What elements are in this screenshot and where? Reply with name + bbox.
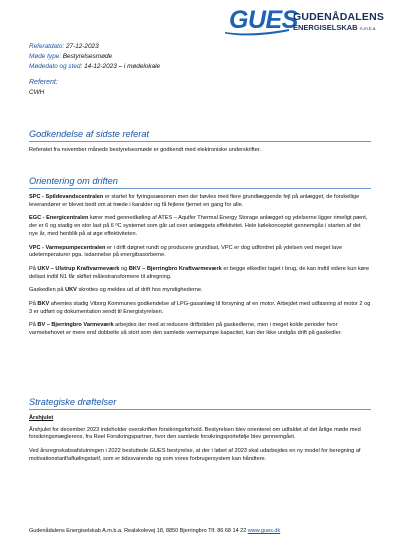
referent-label: Referent: [29,79,58,86]
meta-modedato [29,62,369,72]
section-operations [29,175,371,344]
paragraph-bkv-pre: På [29,301,38,308]
paragraph-bv-text: arbejdes der med at reducere driftstiden på gaskedlerne, men i meget kolde perioder hvor varmebehovet er mere end dobbelte så stort som den samlede varmepumpe kapacitet, kan der ikke undgås drift på gaskedler. [29,322,342,337]
page-footer [29,528,371,534]
meeting-meta [29,42,369,98]
meta-referatdato-key: Referatdato: [29,43,65,50]
footer-website-link[interactable]: www.gues.dk [247,528,281,534]
paragraph-spc-bold: SPC - Spildevandscentralen [29,194,104,200]
meta-modetype-value: Bestyrelsesmøde [62,53,113,60]
section-operations-title: Orientering om driften [29,176,118,186]
paragraph-bv-bold: BV – Bjerringbro Varmeværk [37,322,114,329]
paragraph-motivationstarif: Ved årsregnskabsafslutningen i 2022 besluttede GUES bestyrelse, at der i løbet af 2023 skal udarbejdes en ny model for beregning af motivationstarif/afkølingstarif, som er tidssvarende og som vores forbrugersystem kan håndtere. [29,448,361,462]
paragraph-bv-pre: På [29,322,38,329]
logo-line-2 [293,23,376,32]
meta-modetype [29,52,369,62]
logo-wordmark: GUES [229,6,298,34]
logo-line-2-text: ENERGISELSKAB [293,23,358,32]
paragraph-bkv-text: afventes stadig Viborg Kommunes godkendelse af LPG-gasanlæg til forsyning af en motor. Arbejdet med udfasning af motor 2 og 3 er udført og dokumentation sendt til Energistyrelsen. [29,301,371,315]
paragraph-ukv-bkv-pre: På [29,265,38,272]
meta-referatdato [29,42,369,52]
section-approval [29,128,371,161]
paragraph-egc-text: kører med gennedkøling af ATES – Aquifer Thermal Energy Storage anlægget og ydelserne ligger rimeligt pænt, der er 6 og stadig en stor last på 6 ºC systemet som går ud over anlæggets effektivitet. Hele kølekonceptet gennemgås i starten af det nye år, med henblik på at øge effektiviteten. [29,215,368,237]
paragraph-bv [29,322,371,337]
section-strategy [29,396,371,470]
meta-referatdato-value: 27-12-2023 [65,43,99,50]
paragraph-egc [29,215,371,238]
paragraph-bkv-bold-2: BKV [37,301,50,308]
paragraph-ukv-bkv [29,266,371,281]
section-divider [29,409,371,410]
section-approval-text: Referatet fra november måneds bestyrelsesmøde er godkendt med elektroniske underskrifter. [29,147,261,153]
paragraph-vpc [29,245,371,260]
meta-modedato-key: Mødedato og sted: [29,63,83,70]
logo-amba: A.m.b.a. [359,26,377,31]
paragraph-spc [29,194,371,209]
subheading-arshjulet: Årshjulet [29,415,54,421]
paragraph-vpc-bold: VPC - Varmepumpecentralen [29,244,106,251]
paragraph-ukv-gas-text: skrottes og meldes ud af drift hos myndighederne. [76,287,203,294]
paragraph-arshjulet: Årshjulet for december 2023 indeholder overskriften forsikringsforhold. Bestyrelsen blev orienteret om udfaldet af det årlige møde med forsikringsmæglerens, fra Reel Forsikringspartner, hvor den samlede forsikringsportefølje blev gennemgået. [29,426,361,441]
paragraph-bkv-bold: BKV – Bjerringbro Kraftvarmeværk [128,265,222,272]
section-divider [29,141,371,142]
referent-value: CWH [29,89,45,96]
paragraph-ukv-gas-bold: UKV [65,287,77,294]
logo-line-1: GUDENÅDALENS [293,11,385,23]
paragraph-ukv-gas-pre: Gaskedlen på [29,287,66,294]
paragraph-ukv-bold: UKV – Ulstrup Kraftvarmeværk [37,265,120,272]
section-approval-title: Godkendelse af sidste referat [29,129,150,139]
paragraph-ukv-gas [29,287,371,295]
paragraph-spc-text: er startet for fyringssæsonen men der bøvles med flere grundlæggende fejl på anlægget, de forskellige leverandører er blevet bedt om at træde i karakter og få fejlene fjernet en gang for alle. [29,194,360,208]
paragraph-vpc-text: er i drift døgnet rundt og producere grundlast, VPC er dog udfordret på ydelsen ved meget lave udetemperaturer pga. isdannelse på energibasorberne. [29,244,343,259]
section-strategy-title: Strategiske drøftelser [29,397,117,407]
paragraph-bkv [29,301,371,316]
meta-modetype-key: Møde type: [29,53,61,60]
footer-text: Gudenådalens Energiselskab A.m.b.a. Realskolevej 18, 8850 Bjerringbro Tlf. 86 68 14 22 [29,528,247,534]
paragraph-ukv-bkv-mid: og [119,265,129,272]
paragraph-ukv-bkv-text: er begge elkedler taget i brug, de kan indtil videre kun køre dellast indtil N1 får skiftet målestransformere til afregning. [29,265,370,280]
section-divider [29,188,371,189]
paragraph-egc-bold: EGC - Energicentralen [29,215,89,222]
company-logo [223,6,385,36]
meta-modedato-value: 14-12-2023 – i mødelokale [84,63,161,70]
